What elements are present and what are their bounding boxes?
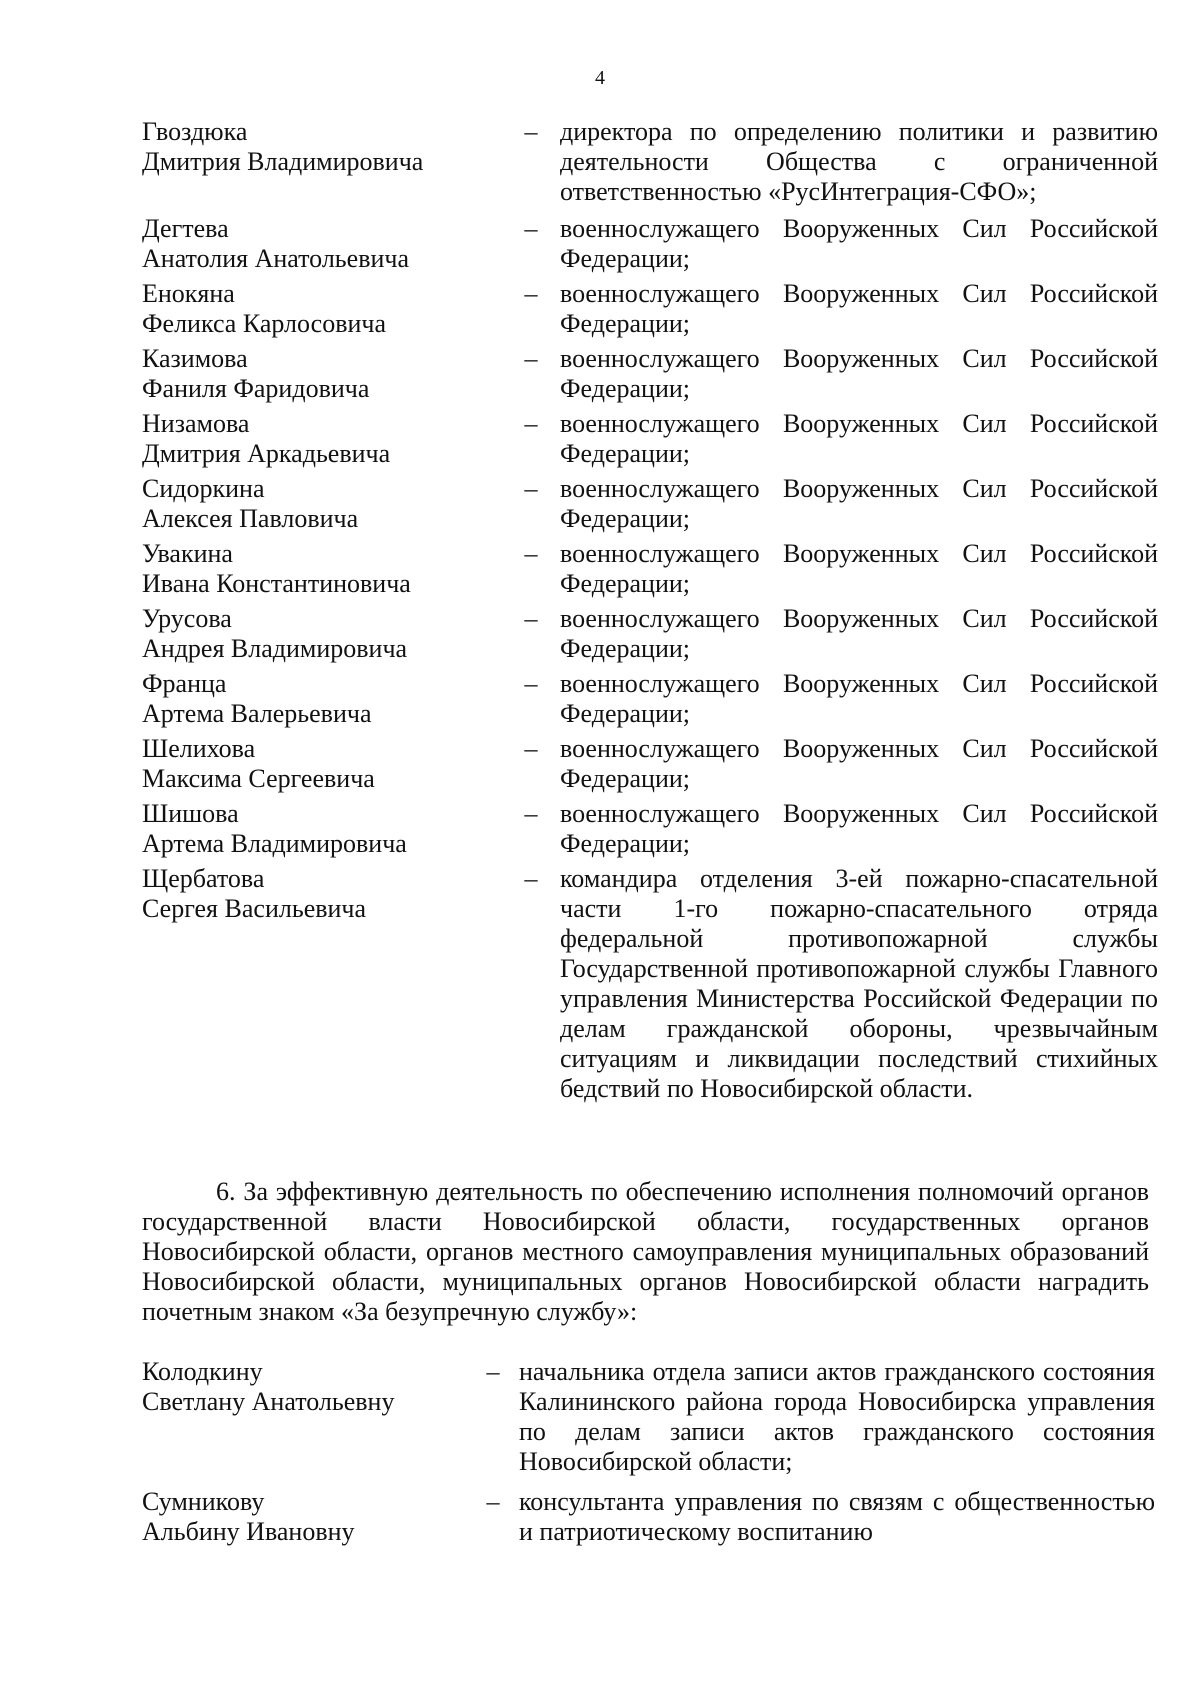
given-names: Максима Сергеевича — [142, 764, 375, 793]
role-description: начальника отдела записи актов гражданского состояния Калининского района города Новосибирска управления по делам записи актов гражданского состояния Новосибирской области; — [519, 1357, 1155, 1476]
list-item — [142, 117, 1164, 214]
list-item — [142, 1487, 1164, 1557]
dash-separator: – — [524, 604, 538, 633]
role-description: военнослужащего Вооруженных Сил Российской Федерации; — [560, 734, 1158, 793]
person-name — [142, 409, 502, 474]
given-names: Дмитрия Владимировича — [142, 147, 424, 176]
role-description: военнослужащего Вооруженных Сил Российской Федерации; — [560, 279, 1158, 338]
surname: Гвоздюка — [142, 117, 248, 146]
person-name — [142, 669, 502, 734]
dash-separator: – — [524, 214, 538, 243]
award-list-2 — [142, 1357, 1164, 1557]
person-name — [142, 799, 502, 864]
list-item — [142, 474, 1164, 539]
award-list-1 — [142, 117, 1164, 1164]
dash-separator: – — [524, 279, 538, 308]
list-item — [142, 799, 1164, 864]
paragraph-6: 6. За эффективную деятельность по обеспечению исполнения полномочий органов государственной власти Новосибирской области, государственных органов Новосибирской области, органов местного самоуправления муниципальных образований Новосибирской области, муниципальных органов Новосибирской области наградить почетным знаком «За безупречную службу»: — [142, 1177, 1149, 1326]
list-item — [142, 864, 1164, 1164]
role-description: военнослужащего Вооруженных Сил Российской Федерации; — [560, 344, 1158, 403]
dash-separator: – — [524, 344, 538, 373]
role-description: военнослужащего Вооруженных Сил Российской Федерации; — [560, 409, 1158, 468]
dash-separator: – — [524, 409, 538, 438]
surname: Франца — [142, 669, 227, 698]
given-names: Артема Валерьевича — [142, 699, 372, 728]
dash-separator: – — [524, 669, 538, 698]
role-description: военнослужащего Вооруженных Сил Российской Федерации; — [560, 474, 1158, 533]
given-names: Артема Владимировича — [142, 829, 407, 858]
surname: Енокяна — [142, 279, 235, 308]
dash-separator: – — [524, 734, 538, 763]
list-item — [142, 604, 1164, 669]
surname: Сидоркина — [142, 474, 265, 503]
surname: Дегтева — [142, 214, 229, 243]
given-names: Светлану Анатольевну — [142, 1387, 395, 1416]
person-name — [142, 734, 502, 799]
list-item — [142, 214, 1164, 279]
given-names: Анатолия Анатольевича — [142, 244, 409, 273]
page-number: 4 — [595, 67, 605, 89]
surname: Сумникову — [142, 1487, 265, 1516]
role-description: военнослужащего Вооруженных Сил Российской Федерации; — [560, 799, 1158, 858]
dash-separator: – — [524, 539, 538, 568]
person-name — [142, 539, 502, 604]
surname: Низамова — [142, 409, 250, 438]
person-name — [142, 604, 502, 669]
surname: Щербатова — [142, 864, 265, 893]
role-description: директора по определению политики и развитию деятельности Общества с ограниченной ответственностью «РусИнтеграция-СФО»; — [560, 117, 1158, 206]
given-names: Андрея Владимировича — [142, 634, 408, 663]
list-item — [142, 734, 1164, 799]
given-names: Альбину Ивановну — [142, 1517, 355, 1546]
list-item — [142, 279, 1164, 344]
person-name — [142, 344, 502, 409]
given-names: Сергея Васильевича — [142, 894, 367, 923]
role-description: военнослужащего Вооруженных Сил Российской Федерации; — [560, 539, 1158, 598]
given-names: Ивана Константиновича — [142, 569, 411, 598]
surname: Казимова — [142, 344, 248, 373]
list-item — [142, 1357, 1164, 1487]
given-names: Фаниля Фаридовича — [142, 374, 370, 403]
person-name — [142, 474, 502, 539]
role-description: военнослужащего Вооруженных Сил Российской Федерации; — [560, 604, 1158, 663]
surname: Увакина — [142, 539, 233, 568]
given-names: Дмитрия Аркадьевича — [142, 439, 391, 468]
person-name — [142, 1487, 502, 1557]
dash-separator: – — [524, 799, 538, 828]
given-names: Феликса Карлосовича — [142, 309, 387, 338]
dash-separator: – — [486, 1487, 500, 1516]
role-description: военнослужащего Вооруженных Сил Российской Федерации; — [560, 669, 1158, 728]
surname: Колодкину — [142, 1357, 263, 1386]
list-item — [142, 539, 1164, 604]
list-item — [142, 344, 1164, 409]
person-name — [142, 117, 502, 214]
dash-separator: – — [524, 117, 538, 146]
list-item — [142, 409, 1164, 474]
dash-separator: – — [524, 474, 538, 503]
dash-separator: – — [524, 864, 538, 893]
person-name — [142, 279, 502, 344]
list-item — [142, 669, 1164, 734]
surname: Шишова — [142, 799, 239, 828]
surname: Шелихова — [142, 734, 256, 763]
person-name — [142, 214, 502, 279]
person-name — [142, 864, 502, 1164]
role-description: консультанта управления по связям с общественностью и патриотическому воспитанию — [519, 1487, 1155, 1546]
surname: Урусова — [142, 604, 232, 633]
person-name — [142, 1357, 502, 1487]
role-description: военнослужащего Вооруженных Сил Российской Федерации; — [560, 214, 1158, 273]
given-names: Алексея Павловича — [142, 504, 359, 533]
role-description: командира отделения 3-ей пожарно-спасательной части 1-го пожарно-спасательного отряда федеральной противопожарной службы Государственной противопожарной службы Главного управления Министерства Российской Федерации по делам гражданской обороны, чрезвычайным ситуациям и ликвидации последствий стихийных бедствий по Новосибирской области. — [560, 864, 1158, 1103]
dash-separator: – — [486, 1357, 500, 1386]
